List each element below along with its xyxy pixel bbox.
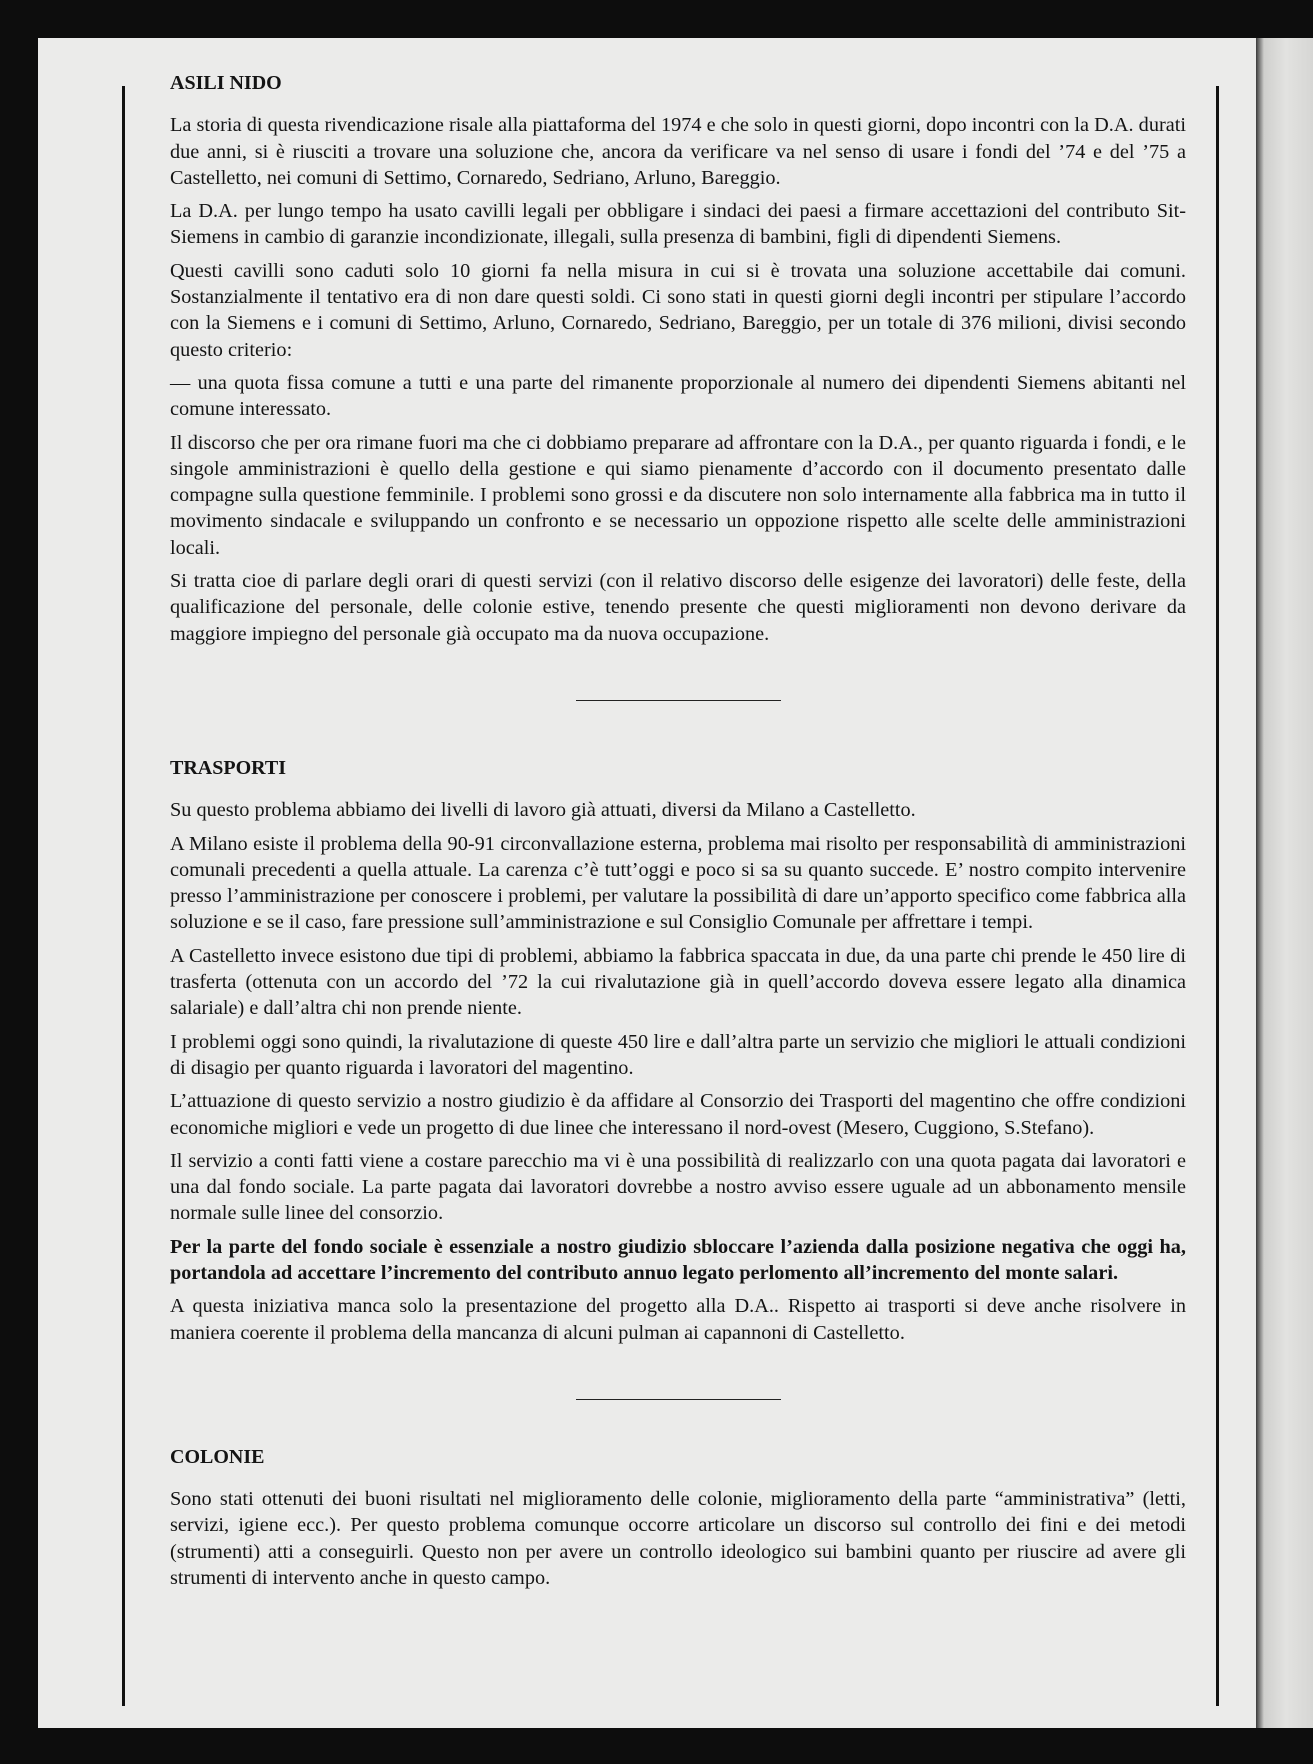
paragraph: Il servizio a conti fatti viene a costare parecchio ma vi è una possibilità di realizzarlo con una quota pagata dai lavoratori e una dal fondo sociale. La parte pagata dai lavoratori dovrebbe a nostro avviso essere uguale ad un abbonamento mensile normale sulle linee del consorzio. <box>170 1149 1186 1225</box>
section-heading: ASILI NIDO <box>170 72 282 94</box>
section-trasporti <box>170 755 1186 1346</box>
paragraph: Questi cavilli sono caduti solo 10 giorni fa nella misura in cui si è trovata una soluzione accettabile dai comuni. Sostanzialmente il tentativo era di non dare questi soldi. Ci sono stati in questi giorni degli incontri per stipulare l’accordo con la Siemens e i comuni di Settimo, Arluno, Cornaredo, Sedriano, Bareggio, per un totale di 376 milioni, divisi secondo questo criterio: <box>170 259 1186 361</box>
paragraph: Il discorso che per ora rimane fuori ma che ci dobbiamo preparare ad affrontare con la D.A., per quanto riguarda i fondi, e le singole amministrazioni è quello della gestione e qui siamo pienamente d’accordo con il documento presentato dalle compagne sulla questione femminile. I problemi sono grossi e da discutere non solo internamente alla fabbrica ma in tutto il movimento sindacale e sviluppando un confronto e se necessario un oppozione rispetto alle scelte delle amministrazioni locali. <box>170 431 1186 559</box>
right-margin-rule <box>1216 86 1219 1706</box>
paragraph: La storia di questa rivendicazione risale alla piattaforma del 1974 e che solo in questi giorni, dopo incontri con la D.A. durati due anni, si è riusciti a trovare una soluzione che, ancora da verificare va nel senso di usare i fondi del ’74 e del ’75 a Castelletto, nei comuni di Settimo, Cornaredo, Sedriano, Arluno, Bareggio. <box>170 114 1186 189</box>
paragraph: La D.A. per lungo tempo ha usato cavilli legali per obbligare i sindaci dei paesi a firmare accettazioni del contributo Sit-Siemens in cambio di garanzie incondizionate, illegali, sulla presenza di bambini, figli di dipendenti Siemens. <box>170 200 1186 249</box>
section-asili-nido <box>170 70 1186 647</box>
paragraph: Sono stati ottenuti dei buoni risultati nel miglioramento delle colonie, miglioramento della parte “amministrativa” (letti, servizi, igiene ecc.). Per questo problema comunque occorre articolare un discorso sul controllo dei fini e dei metodi (strumenti) atti a conseguirli. Questo non per avere un controllo ideologico sui bambini quanto per riuscire ad avere gli strumenti di intervento anche in questo campo. <box>170 1488 1186 1590</box>
paragraph: A Milano esiste il problema della 90-91 circonvallazione esterna, problema mai risolto per responsabilità di amministrazioni comunali precedenti a quella attuale. La carenza c’è tutt’oggi e poco si sa su quanto succede. E’ nostro compito intervenire presso l’amministrazione per conoscere i problemi, per valutare la possibilità di dare un’apporto specifico come fabbrica alla soluzione e se il caso, fare pressione sull’amministrazione e sul Consiglio Comunale per affrettare i tempi. <box>170 832 1186 934</box>
section-heading: COLONIE <box>170 1445 265 1468</box>
page-fold-shadow <box>1256 38 1313 1728</box>
left-margin-rule <box>122 86 125 1706</box>
paragraph: I problemi oggi sono quindi, la rivalutazione di queste 450 lire e dall’altra parte un servizio che migliori le attuali condizioni di disagio per quanto riguarda i lavoratori del magentino. <box>170 1030 1186 1079</box>
paragraph-bold: Per la parte del fondo sociale è essenziale a nostro giudizio sbloccare l’azienda dalla posizione negativa che oggi ha, portandola ad accettare l’incremento del contributo annuo legato perlomento all’incremento del monte salari. <box>170 1235 1186 1284</box>
document-body <box>170 70 1186 1598</box>
paragraph: L’attuazione di questo servizio a nostro giudizio è da affidare al Consorzio dei Trasporti del magentino che offre condizioni economiche migliori e vede un progetto di due linee che interessano il nord-ovest (Mesero, Cuggiono, S.Stefano). <box>170 1090 1186 1139</box>
paragraph: — una quota fissa comune a tutti e una parte del rimanente proporzionale al numero dei dipendenti Siemens abitanti nel comune interessato. <box>170 371 1186 421</box>
section-colonie <box>170 1444 1186 1591</box>
paragraph: Si tratta cioe di parlare degli orari di questi servizi (con il relativo discorso delle esigenze dei lavoratori) delle feste, della qualificazione del personale, delle colonie estive, tenendo presente che questi miglioramenti non devono derivare da maggiore impiegno del personale già occupato ma da nuova occupazione. <box>170 570 1186 645</box>
section-heading: TRASPORTI <box>170 756 286 779</box>
paragraph: A questa iniziativa manca solo la presentazione del progetto alla D.A.. Rispetto ai trasporti si deve anche risolvere in maniera coerente il problema della mancanza di alcuni pulman ai capannoni di Castelletto. <box>170 1295 1186 1344</box>
paragraph: Su questo problema abbiamo dei livelli di lavoro già attuati, diversi da Milano a Castelletto. <box>170 799 916 822</box>
paragraph: A Castelletto invece esistono due tipi di problemi, abbiamo la fabbrica spaccata in due, da una parte chi prende le 450 lire di trasferta (ottenuta con un accordo del ’72 la cui rivalutazione già in quell’accordo doveva essere legato alla dinamica salariale) e dall’altra chi non prende niente. <box>170 944 1186 1020</box>
